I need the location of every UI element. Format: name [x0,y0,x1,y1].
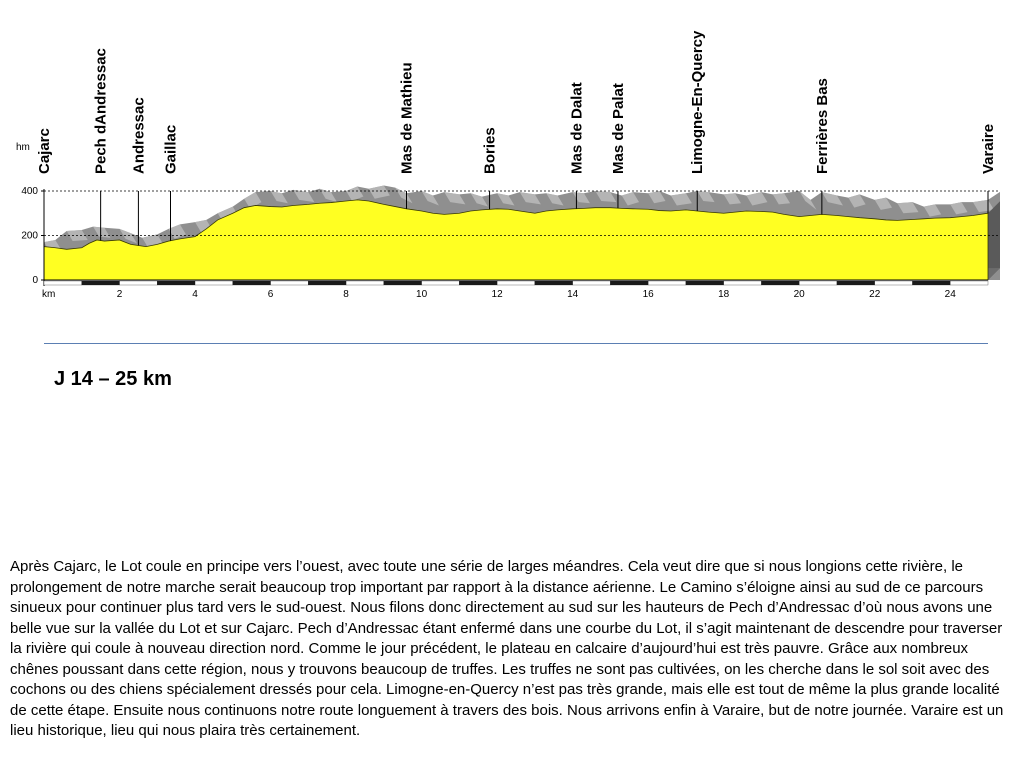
km-scale-segment [535,281,573,285]
stage-title: J 14 – 25 km [54,368,172,390]
km-scale-segment [346,281,384,285]
location-label: Mas de Palat [609,83,627,174]
km-scale-segment [799,281,837,285]
x-tick-label: 20 [793,289,805,300]
location-label: Andressac [130,97,148,174]
y-axis-unit: hm [16,142,30,153]
km-scale-segment [610,281,648,285]
km-scale-segment [157,281,195,285]
km-scale-segment [875,281,913,285]
location-label: Gaillac [162,124,180,174]
elevation-profile-chart [0,0,1024,340]
location-label: Ferrières Bas [813,78,831,174]
km-scale-segment [648,281,686,285]
km-scale-segment [912,281,950,285]
km-scale-segment [459,281,497,285]
km-scale-segment [837,281,875,285]
x-tick-label: 22 [869,289,881,300]
location-label: Pech dAndressac [92,48,110,174]
y-tick-label: 200 [21,230,38,242]
x-tick-label: 8 [343,289,349,300]
km-scale-segment [724,281,762,285]
km-scale-segment [686,281,724,285]
km-scale-segment [384,281,422,285]
x-axis-unit: km [42,289,56,300]
km-scale-segment [271,281,309,285]
km-scale-segment [573,281,611,285]
location-label: Mas de Dalat [568,82,586,174]
x-tick-label: 2 [116,289,123,300]
km-scale-segment [422,281,460,285]
km-scale-segment [44,281,82,285]
x-tick-label: 6 [267,289,274,300]
location-label: Varaire [980,123,997,174]
km-scale-segment [82,281,120,285]
km-scale-segment [308,281,346,285]
x-tick-label: 12 [491,289,503,300]
km-scale-segment [761,281,799,285]
x-tick-label: 24 [944,289,956,300]
location-label: Cajarc [36,128,53,174]
km-scale-segment [120,281,158,285]
stage-description: Après Cajarc, le Lot coule en principe vers l’ouest, avec toute une série de larges méandres. Cela veut dire que si nous longions cette rivière, le prolongement de notre marche serait beaucoup trop important par rapport à la distance aérienne. Le Camino s’éloigne ainsi au sud de ce parcours sinueux pour continuer plus tard vers le sud-ouest. Nous filons donc directement au sud sur les hauteurs de Pech d’Andressac d’où nous avons une belle vue sur la vallée du Lot et sur Cajarc. Pech d’Andressac étant enfermé dans une courbe du Lot, il s’agit maintenant de descendre pour traverser la rivière qui coule à nouveau direction nord. Comme le jour précédent, le plateau en calcaire d’aujourd’hui est très pauvre. Grâce aux nombreux chênes poussant dans cette région, nous y trouvons beaucoup de truffes. Les truffes ne sont pas cultivées, on les cherche dans le sol soit avec des cochons ou des chiens spécialement dressés pour cela. Limogne-en-Quercy n’est pas très grande, mais elle est tout de même la plus grande localité de cette étape. Ensuite nous continuons notre route longuement à travers des bois. Nous arrivons enfin à Varaire, but de notre journée. Varaire est un lieu historique, lieu qui nous plaira très certainement. [10,558,1004,739]
x-tick-label: 16 [642,289,654,300]
km-scale-segment [195,281,233,285]
location-label: Limogne-En-Quercy [689,30,707,174]
km-scale-segment [950,281,988,285]
location-label: Bories [481,127,499,174]
km-scale-segment [233,281,271,285]
x-tick-label: 18 [718,289,730,300]
y-tick-label: 400 [21,186,38,197]
y-tick-label: 0 [32,275,38,286]
separator-line [44,343,988,344]
km-scale-segment [497,281,535,285]
location-label: Mas de Mathieu [398,62,416,174]
x-tick-label: 10 [416,289,428,300]
x-tick-label: 4 [192,289,198,300]
x-tick-label: 14 [567,289,579,300]
